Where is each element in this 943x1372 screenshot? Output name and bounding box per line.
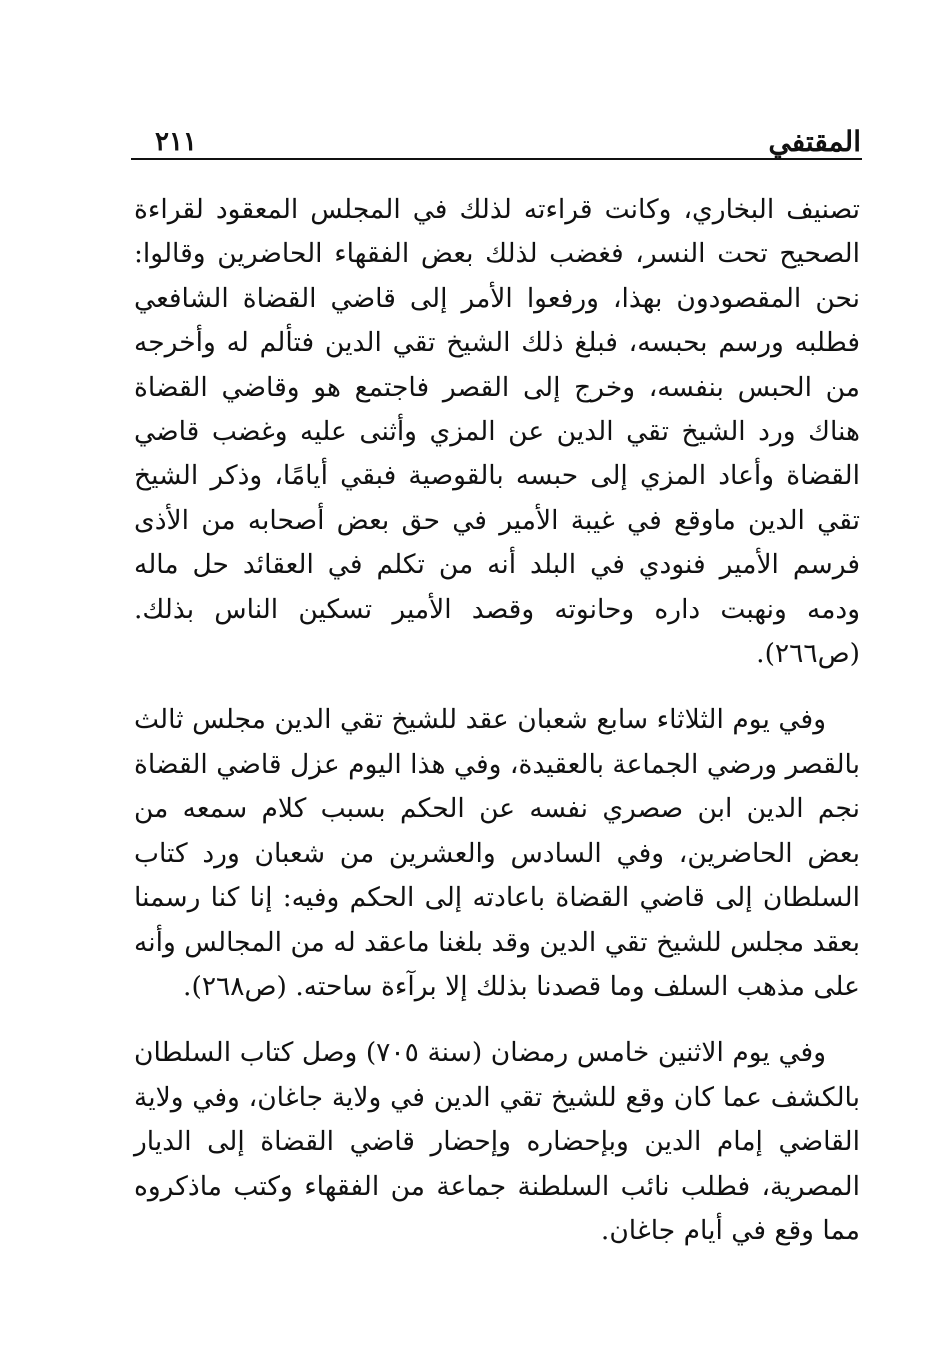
page-number: ٢١١	[155, 127, 197, 157]
header-rule	[131, 158, 862, 160]
paragraph-1: تصنيف البخاري، وكانت قراءته لذلك في المجلس المعقود لقراءة الصحيح تحت النسر، فغضب لذلك بعض الفقهاء الحاضرين وقالوا: نحن المقصودون بهذا، ورفعوا الأمر إلى قاضي القضاة الشافعي فطلبه ورسم بحبسه، فبلغ ذلك الشيخ تقي الدين فتألم له وأخرجه من الحبس بنفسه، وخرج إلى القصر فاجتمع هو وقاضي القضاة هناك ورد الشيخ تقي الدين عن المزي وأثنى عليه وغضب قاضي القضاة وأعاد المزي إلى حبسه بالقوصية فبقي أيامًا، وذكر الشيخ تقي الدين ماوقع في غيبة الأمير في حق بعض أصحابه من الأذى فرسم الأمير فنودي في البلد أنه من تكلم في العقائد حل ماله ودمه ونهبت داره وحانوته وقصد الأمير تسكين الناس بذلك. (ص٢٦٦).	[134, 194, 860, 670]
page-body	[134, 188, 860, 1253]
book-title: المقتفي	[768, 125, 861, 158]
paragraph-2: وفي يوم الثلاثاء سابع شعبان عقد للشيخ تقي الدين مجلس ثالث بالقصر ورضي الجماعة بالعقيدة، وفي هذا اليوم عزل قاضي القضاة نجم الدين ابن صصري نفسه عن الحكم بسبب كلام سمعه من بعض الحاضرين، وفي السادس والعشرين من شعبان ورد كتاب السلطان إلى قاضي القضاة باعادته إلى الحكم وفيه: إنا كنا رسمنا بعقد مجلس للشيخ تقي الدين وقد بلغنا ماعقد له من المجالس وأنه على مذهب السلف وما قصدنا بذلك إلا برآءة ساحته. (ص٢٦٨).	[134, 704, 860, 1002]
paragraph-3: وفي يوم الاثنين خامس رمضان (سنة ٧٠٥) وصل كتاب السلطان بالكشف عما كان وقع للشيخ تقي الدين في ولاية جاغان، وفي ولاية القاضي إمام الدين وبإحضاره وإحضار قاضي القضاة إلى الديار المصرية، فطلب نائب السلطنة جماعة من الفقهاء وكتب ماذكروه مما وقع في أيام جاغان.	[134, 1037, 860, 1246]
page-header	[133, 120, 861, 160]
